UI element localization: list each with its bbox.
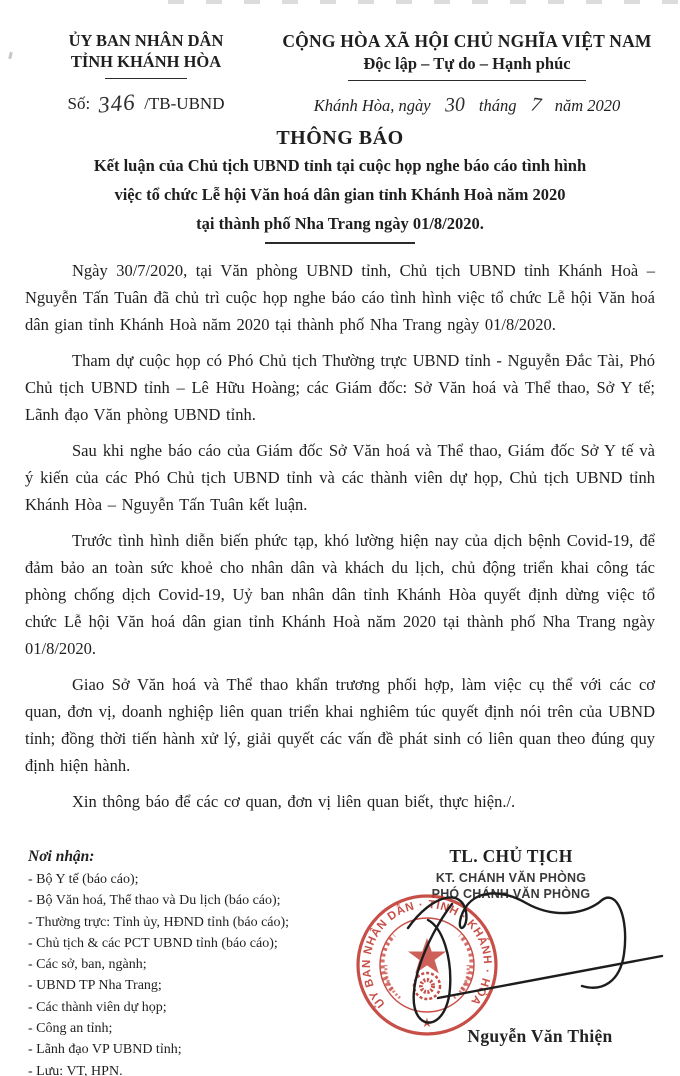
recipient-item: - Công an tỉnh; bbox=[28, 1021, 113, 1037]
subtitle-line-1: Kết luận của Chủ tịch UBND tỉnh tại cuộc họp nghe báo cáo tình hình bbox=[93, 156, 587, 175]
recipient-item: - Các sở, ban, ngành; bbox=[28, 957, 147, 973]
paragraph-5: Giao Sở Văn hoá và Thể thao khẩn trương phối hợp, làm việc cụ thể với các cơ quan, đơn vị, doanh nghiệp liên quan triển khai nghiêm túc quyết định nói trên của UBND tỉnh; đồng thời tiến hành xử lý, giải quyết các vấn đề phát sinh có liên quan theo đúng quy định hiện hành. bbox=[25, 675, 655, 775]
recipient-item: - Lưu: VT, HPN. bbox=[28, 1063, 123, 1076]
signature-deputy-line-2: PHÓ CHÁNH VĂN PHÒNG bbox=[431, 887, 591, 901]
paragraph-3: Sau khi nghe báo cáo của Giám đốc Sở Văn hoá và Thể thao, Giám đốc Sở Y tế và ý kiến của các Phó Chủ tịch UBND tỉnh và các thành viên dự họp, Chủ tịch UBND tỉnh Khánh Hòa – Nguyễn Tấn Tuân kết luận. bbox=[25, 441, 655, 514]
recipients-heading: Nơi nhận: bbox=[28, 848, 95, 865]
agency-underline bbox=[105, 78, 187, 79]
document-number-suffix: /TB-UBND bbox=[144, 94, 225, 113]
recipient-item: - UBND TP Nha Trang; bbox=[28, 978, 162, 994]
official-seal bbox=[352, 890, 502, 1040]
paragraph-1: Ngày 30/7/2020, tại Văn phòng UBND tỉnh, Chủ tịch UBND tỉnh Khánh Hoà – Nguyễn Tấn Tuân đã chủ trì cuộc họp nghe báo cáo tình hình việc tổ chức Lễ hội Văn hoá dân gian tỉnh Khánh Hoà năm 2020 tại thành phố Nha Trang ngày 01/8/2020. bbox=[25, 261, 655, 334]
date-month-handwritten: 7 bbox=[529, 93, 543, 117]
issuing-agency-block bbox=[20, 30, 272, 117]
scan-noise bbox=[168, 0, 680, 4]
document-number-label: Số: bbox=[67, 94, 91, 113]
seal-emblem-star bbox=[408, 938, 446, 974]
signer-name: Nguyễn Văn Thiện bbox=[467, 1026, 613, 1046]
document-number-line bbox=[20, 89, 272, 118]
date-prefix: Khánh Hòa, ngày bbox=[313, 96, 431, 115]
recipients-block bbox=[28, 848, 348, 1076]
recipient-item: - Thường trực: Tỉnh ủy, HĐND tỉnh (báo cáo); bbox=[28, 914, 290, 930]
recipient-item: - Các thành viên dự họp; bbox=[28, 999, 167, 1015]
agency-line-2: TỈNH KHÁNH HÒA bbox=[70, 52, 222, 71]
document-body bbox=[0, 244, 680, 815]
paragraph-6: Xin thông báo để các cơ quan, đơn vị liên quan biết, thực hiện./. bbox=[72, 792, 516, 811]
place-date-line bbox=[272, 94, 662, 117]
agency-line-1: ỦY BAN NHÂN DÂN bbox=[68, 31, 224, 50]
recipient-item: - Lãnh đạo VP UBND tỉnh; bbox=[28, 1042, 182, 1058]
seal-ring-text: ỦY BAN NHÂN DÂN · TỈNH · KHÁNH · HÒA bbox=[360, 898, 494, 1010]
signature-deputy-line-1: KT. CHÁNH VĂN PHÒNG bbox=[435, 871, 587, 885]
document-header bbox=[0, 0, 680, 117]
motto-underline bbox=[348, 80, 586, 81]
national-motto-block bbox=[272, 30, 662, 117]
title-block bbox=[0, 127, 680, 244]
date-middle: tháng bbox=[478, 96, 517, 115]
recipient-item: - Bộ Văn hoá, Thể thao và Du lịch (báo cáo); bbox=[28, 893, 281, 909]
subtitle-line-2: việc tổ chức Lễ hội Văn hoá dân gian tỉnh Khánh Hoà năm 2020 bbox=[114, 185, 566, 204]
date-day-handwritten: 30 bbox=[444, 93, 466, 117]
national-title: CỘNG HÒA XÃ HỘI CHỦ NGHĨA VIỆT NAM bbox=[282, 31, 652, 51]
signature-authority-line: TL. CHỦ TỊCH bbox=[449, 846, 573, 866]
paragraph-4: Trước tình hình diễn biến phức tạp, khó lường hiện nay của dịch bệnh Covid-19, để đảm bảo an toàn sức khoẻ cho nhân dân và khách du lịch, chủ động triển khai công tác phòng chống dịch Covid-19, Uỷ ban nhân dân tỉnh Khánh Hòa quyết định dừng việc tổ chức Lễ hội Văn hoá dân gian tỉnh Khánh Hoà năm 2020 tại thành phố Nha Trang ngày 01/8/2020. bbox=[25, 531, 655, 658]
seal-bottom-star: ★ bbox=[421, 1015, 433, 1030]
subtitle-line-3: tại thành phố Nha Trang ngày 01/8/2020. bbox=[196, 214, 484, 233]
date-suffix: năm 2020 bbox=[554, 96, 621, 115]
recipient-item: - Chủ tịch & các PCT UBND tỉnh (báo cáo); bbox=[28, 935, 278, 951]
document-type-title: THÔNG BÁO bbox=[276, 127, 404, 149]
recipient-item: - Bộ Y tế (báo cáo); bbox=[28, 872, 139, 887]
paragraph-2: Tham dự cuộc họp có Phó Chủ tịch Thường trực UBND tỉnh - Nguyễn Đắc Tài, Phó Chủ tịch UBND tỉnh – Lê Hữu Hoàng; các Giám đốc: Sở Văn hoá và Thể thao, Sở Y tế; Lãnh đạo Văn phòng UBND tỉnh. bbox=[25, 351, 655, 424]
document-number-handwritten: 346 bbox=[97, 89, 138, 118]
national-motto: Độc lập – Tự do – Hạnh phúc bbox=[363, 54, 571, 73]
